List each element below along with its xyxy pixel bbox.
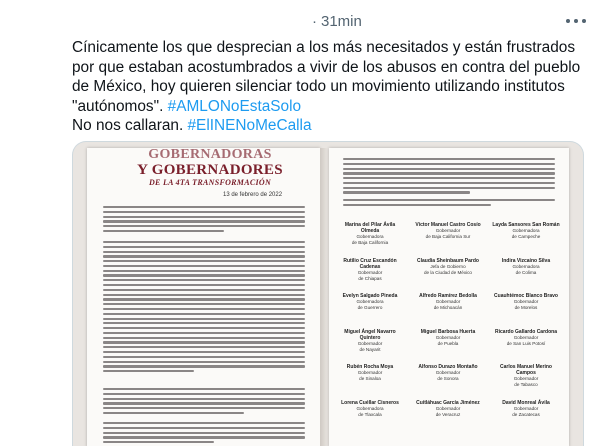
signatory-role: Gobernador [357, 269, 383, 275]
signatory-name: Cuitláhuac García Jiménez [416, 399, 480, 406]
signatory [413, 364, 483, 382]
signatory-name: Marina del Pilar Ávila Olmeda [344, 222, 396, 234]
signatory-role: Gobernador [513, 405, 539, 411]
signatory [335, 329, 405, 353]
signatory-role: Gobernador [357, 370, 383, 375]
signatory-role: Gobernador [435, 228, 461, 233]
signatory-role: Gobernadora [512, 228, 540, 233]
signatory-name: Miguel Ángel Navarro Quintero [344, 328, 396, 341]
signatory-role: Gobernador [513, 376, 539, 381]
signatory-state: de Michoacán [433, 305, 463, 310]
tweet-text-part-2: No nos callaran. [72, 117, 188, 134]
more-horizontal-icon[interactable] [566, 13, 586, 29]
signatory-role: Gobernadora [512, 263, 540, 269]
signatory-state: de Guerrero [357, 305, 383, 310]
signatory [335, 400, 405, 418]
signatory [413, 400, 483, 418]
signatory-name: Cuauhtémoc Blanco Bravo [494, 293, 558, 299]
signatory [491, 364, 561, 388]
document-page-right [329, 148, 569, 446]
signatory [335, 293, 405, 311]
document-paragraph [103, 206, 305, 235]
signatory-state: de Morelos [514, 305, 538, 310]
signatory-role: Gobernador [435, 334, 461, 340]
signatory-role: Gobernadora [356, 405, 384, 411]
signatory-state: de San Luis Potosí [506, 340, 546, 346]
signatory [491, 258, 561, 276]
signatory-role: Gobernador [435, 299, 461, 304]
signatory-state: de Tlaxcala [358, 411, 382, 417]
signatory [491, 293, 561, 311]
signatory-name: Claudia Sheinbaum Pardo [417, 257, 479, 264]
signatory-state: de Sonora [437, 376, 459, 381]
signatory [413, 293, 483, 311]
signatory-role: Jefa de Gobierno [430, 263, 466, 269]
signatory [335, 222, 405, 246]
signatory-role: Gobernador [513, 299, 539, 304]
signatory-state: de Zacatecas [512, 411, 540, 417]
signatory-state: de Nayarit [359, 346, 381, 352]
signatory [491, 329, 561, 347]
signatory-role: Gobernador [435, 405, 461, 411]
signatory-state: de Puebla [437, 340, 459, 346]
tweet-image[interactable] [72, 141, 584, 446]
document-banner [125, 148, 295, 188]
signatory-name: David Monreal Ávila [502, 399, 550, 406]
signatory-role: Gobernador [513, 334, 539, 340]
tweet-text [72, 38, 584, 136]
signatory-name: Alfredo Ramírez Bedolla [419, 293, 477, 299]
signatory-state: de Baja California Sur [425, 234, 471, 239]
signatory-state: de Campeche [511, 234, 541, 239]
banner-line-3: DE LA 4TA TRANSFORMACIÓN [148, 178, 272, 187]
signatory [491, 400, 561, 418]
tweet-meta [312, 10, 362, 32]
meta-separator: · [312, 12, 317, 30]
signatory-state: de Baja California [351, 240, 389, 245]
signatory-name: Indira Vizcaíno Silva [501, 257, 551, 264]
document-date: 13 de febrero de 2022 [223, 192, 283, 198]
signatory-state: de la Ciudad de México [423, 269, 472, 275]
signatory [491, 222, 561, 240]
hashtag-amlonoestasolo[interactable]: #AMLONoEstaSolo [167, 97, 302, 115]
tweet-text-part-1: Cínicamente los que desprecian a los más necesitados y están frustrados por que estaban acostumbrados a vivir de los abusos en contra del pueblo de México, hoy quieren silenciar todo un movimiento utilizando institutos "autónomos". [72, 39, 585, 115]
signatory-name: Víctor Manuel Castro Cosío [415, 222, 481, 228]
banner-line-2: Y GOBERNADORES [137, 162, 283, 178]
signatory [413, 222, 483, 240]
document-paragraph [103, 388, 305, 417]
signatory-name: Ricardo Gallardo Cardona [495, 328, 557, 335]
signatory-state: de Chiapas [358, 275, 382, 281]
signatory [335, 364, 405, 382]
signatory-name: Rutilio Cruz Escandón Cadenas [343, 257, 397, 270]
signatory-role: Gobernador [357, 340, 383, 346]
document-paragraph [343, 158, 555, 196]
signatory [335, 258, 405, 282]
document-paragraph [103, 241, 305, 375]
signatory-name: Miguel Barbosa Huerta [420, 328, 476, 335]
document-paragraph [343, 199, 555, 209]
signatory [413, 329, 483, 347]
signatory-role: Gobernador [435, 370, 461, 375]
signatory-state: de Colima [515, 269, 537, 275]
signatory-state: de Tabasco [514, 382, 538, 387]
page-fold [320, 148, 329, 446]
banner-line-1: GOBERNADORAS [148, 147, 272, 162]
document-paragraph [103, 422, 305, 446]
signatory-role: Gobernadora [356, 234, 384, 239]
signatory-name: Layda Sansores San Román [492, 222, 560, 228]
signatory [413, 258, 483, 276]
signatory-name: Carlos Manuel Merino Campos [500, 364, 552, 376]
tweet-timestamp[interactable]: 31min [321, 12, 362, 30]
signatory-name: Evelyn Salgado Pineda [342, 293, 398, 299]
document-page-left [87, 148, 320, 446]
signatory-state: de Sinaloa [359, 376, 381, 381]
signatory-name: Rubén Rocha Moya [346, 364, 394, 370]
signatory-name: Lorena Cuéllar Cisneros [341, 399, 399, 406]
hashtag-elinenomecalla[interactable]: #ElINENoMeCalla [187, 117, 312, 134]
signatory-name: Alfonso Durazo Montaño [418, 364, 478, 370]
signatory-role: Gobernadora [356, 299, 384, 304]
signatory-state: de Veracruz [435, 411, 461, 417]
